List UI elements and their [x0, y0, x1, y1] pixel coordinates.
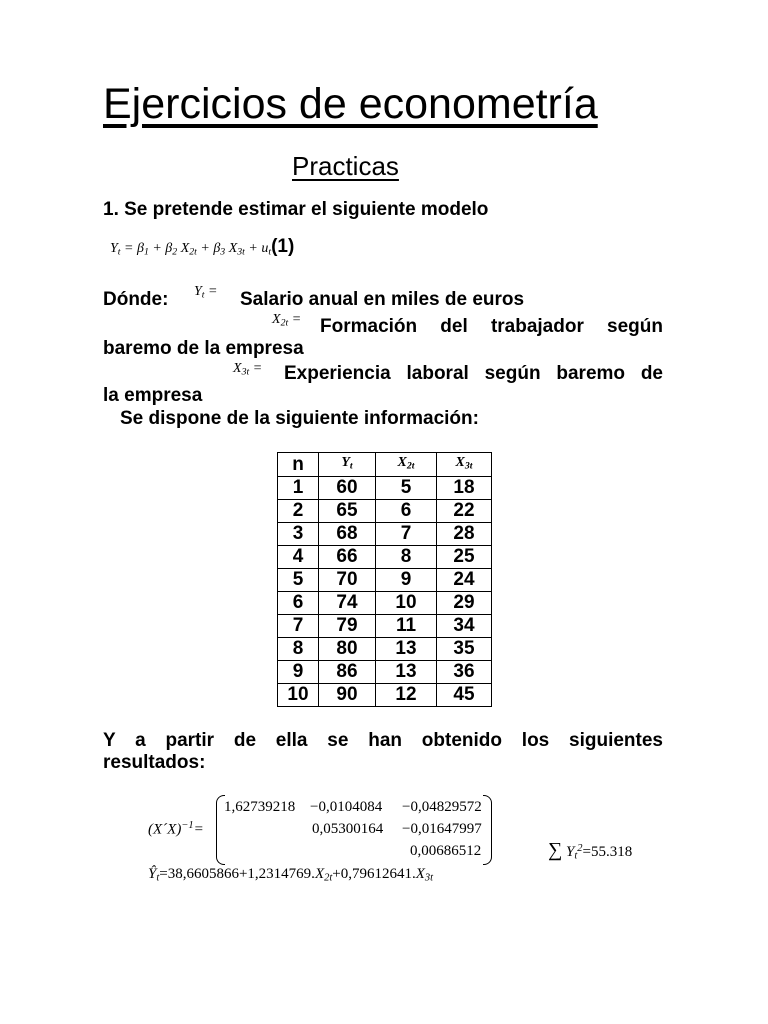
table-row [278, 661, 492, 684]
x3-description-a: Experiencia laboral según baremo de [284, 363, 663, 384]
table-row [278, 546, 492, 569]
x2-description-a: Formación del trabajador según [320, 316, 663, 337]
table-row [278, 569, 492, 592]
table-cell: 11 [376, 615, 437, 638]
matrix-body [216, 795, 492, 863]
matrix-r1c1: 1,62739218 [224, 799, 296, 815]
table-cell: 86 [319, 661, 376, 684]
sum-symbol: $Y_t^2$ [562, 842, 583, 862]
table-cell: 9 [278, 661, 319, 684]
estimated-equation [148, 866, 433, 884]
header-x2t: $X_{2t}$ [376, 453, 437, 477]
matrix-right-bracket [483, 795, 492, 865]
estimate-const: =38,6605866+1,2314769. [159, 866, 315, 882]
y-description: Salario anual en miles de euros [240, 289, 525, 310]
table-cell: 24 [437, 569, 492, 592]
y-hat-symbol: $Ŷ_t$ [148, 866, 160, 884]
table-cell: 65 [319, 500, 376, 523]
x2-description-b: baremo de la empresa [103, 338, 304, 359]
matrix-r2c3: −0,01647997 [402, 821, 482, 837]
table-row [278, 500, 492, 523]
sum-value: =55.318 [582, 844, 633, 860]
table-cell: 66 [319, 546, 376, 569]
results-intro-a: Y a partir de ella se han obtenido los siguientes [103, 730, 663, 751]
table-cell: 3 [278, 523, 319, 546]
model-formula: $Y_t = \beta_1 + \beta_2$ $X_{2t} + \beta_3$ $X_{3t} + u_t$ [110, 241, 272, 258]
table-cell: 10 [376, 592, 437, 615]
table-row [278, 615, 492, 638]
x2-symbol: $X_{2t}$ = [272, 312, 302, 329]
donde-label: Dónde: [103, 289, 169, 310]
data-table [277, 452, 492, 707]
table-row [278, 592, 492, 615]
header-x3t: $X_{3t}$ [437, 453, 492, 477]
x3-description-b: la empresa [103, 385, 203, 406]
y-symbol: $Y_t$ = [194, 284, 218, 301]
table-cell: 7 [376, 523, 437, 546]
table-row [278, 684, 492, 707]
sum-icon: ∑ [548, 839, 563, 861]
matrix-label: (X´X)$^{-1}$= [148, 820, 204, 838]
info-line: Se dispone de la siguiente información: [120, 408, 479, 429]
table-row [278, 477, 492, 500]
table-cell: 90 [319, 684, 376, 707]
table-cell: 74 [319, 592, 376, 615]
table-cell: 6 [278, 592, 319, 615]
table-cell: 22 [437, 500, 492, 523]
table-cell: 60 [319, 477, 376, 500]
matrix-r2c2: 0,05300164 [312, 821, 384, 837]
matrix-r1c2: −0,0104084 [310, 799, 383, 815]
page-title: Ejercicios de econometría [103, 80, 598, 128]
table-cell: 7 [278, 615, 319, 638]
table-cell: 1 [278, 477, 319, 500]
table-row [278, 638, 492, 661]
page-subtitle: Practicas [292, 151, 399, 181]
matrix-r1c3: −0,04829572 [402, 799, 482, 815]
table-cell: 10 [278, 684, 319, 707]
table-cell: 80 [319, 638, 376, 661]
model-label: (1) [271, 236, 295, 257]
table-cell: 68 [319, 523, 376, 546]
matrix-r3c3: 0,00686512 [410, 843, 482, 859]
header-yt: $Y_t$ [319, 453, 376, 477]
table-cell: 5 [278, 569, 319, 592]
table-cell: 79 [319, 615, 376, 638]
table-cell: 34 [437, 615, 492, 638]
table-cell: 28 [437, 523, 492, 546]
table-cell: 70 [319, 569, 376, 592]
table-cell: 25 [437, 546, 492, 569]
x3-symbol: $X_{3t}$ = [233, 361, 263, 378]
sum-of-squares [548, 839, 632, 862]
table-cell: 29 [437, 592, 492, 615]
table-cell: 45 [437, 684, 492, 707]
results-intro-b: resultados: [103, 752, 206, 773]
table-cell: 36 [437, 661, 492, 684]
header-n: n [278, 453, 319, 477]
estimate-x3: $X_{3t}$ [415, 866, 434, 884]
estimate-x2: $X_{2t}$ [314, 866, 333, 884]
table-cell: 18 [437, 477, 492, 500]
table-cell: 13 [376, 638, 437, 661]
table-cell: 13 [376, 661, 437, 684]
table-cell: 12 [376, 684, 437, 707]
table-cell: 4 [278, 546, 319, 569]
table-header-row [278, 453, 492, 477]
table-cell: 8 [278, 638, 319, 661]
table-cell: 6 [376, 500, 437, 523]
table-cell: 2 [278, 500, 319, 523]
table-cell: 35 [437, 638, 492, 661]
table-cell: 8 [376, 546, 437, 569]
table-cell: 5 [376, 477, 437, 500]
exercise-statement: 1. Se pretende estimar el siguiente modelo [103, 199, 489, 220]
model-equation [110, 236, 294, 258]
table-row [278, 523, 492, 546]
estimate-mid: +0,79612641. [332, 866, 416, 882]
table-cell: 9 [376, 569, 437, 592]
